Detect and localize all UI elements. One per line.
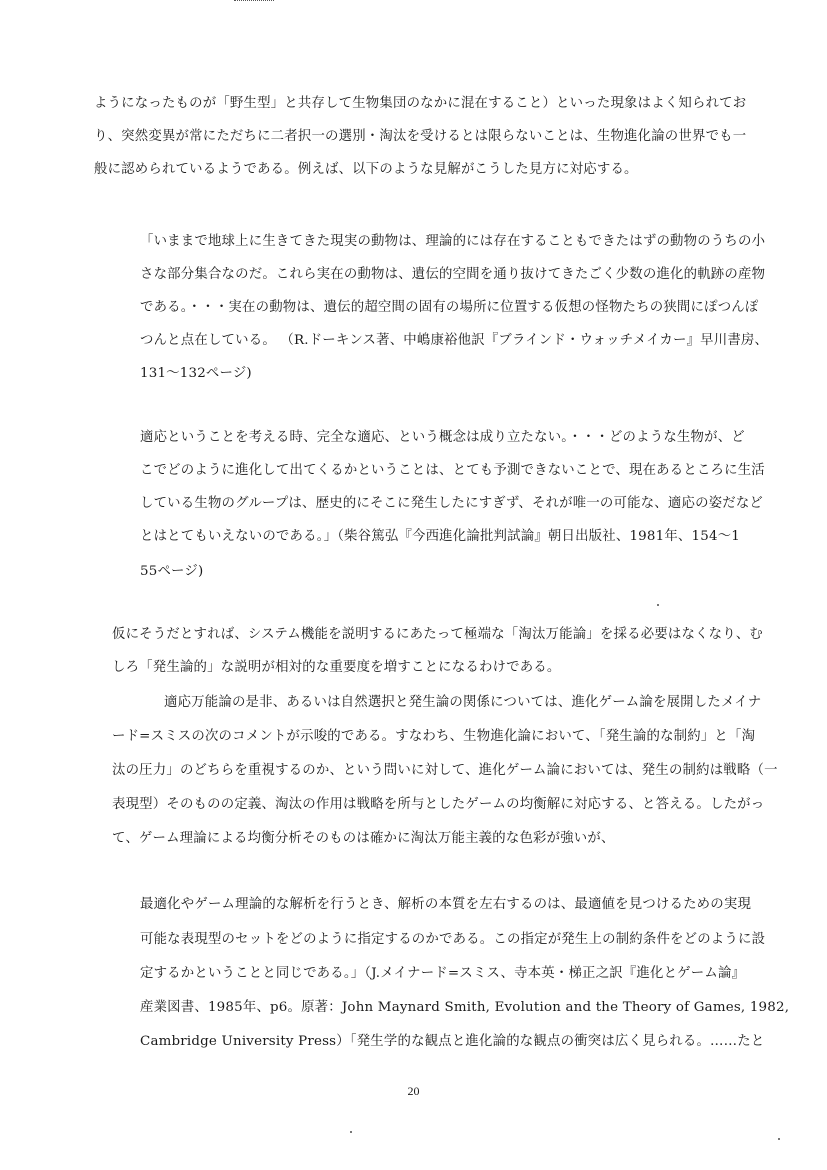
quote-line: 55ページ) bbox=[140, 564, 204, 579]
body-line: 般に認められているようである。例えば、以下のような見解がこうした見方に対応する。 bbox=[94, 162, 638, 177]
quote-line: Cambridge University Press）「発生学的な観点と進化論的な観点の衝突は広く見られる。……たと bbox=[140, 1034, 765, 1049]
body-line: ようになったものが「野生型」と共存して生物集団のなかに混在すること）といった現象はよく知られてお bbox=[94, 96, 747, 111]
quote-line: とはとてもいえないのである。」（柴谷篤弘『今西進化論批判試論』朝日出版社、1981年、154～1 bbox=[140, 529, 740, 544]
quote-line: 定するかということと同じである。」（J.メイナード=スミス、寺本英・梯正之訳『進化とゲーム論』 bbox=[140, 966, 746, 981]
body-line: しろ「発生論的」な説明が相対的な重要度を増すことになるわけである。 bbox=[112, 660, 561, 675]
body-line: り、突然変異が常にただちに二者択一の選別・淘汰を受けるとは限らないことは、生物進化論の世界でも一 bbox=[94, 129, 747, 144]
quote-line: している生物のグループは、歴史的にそこに発生したにすぎず、それが唯一の可能な、適応の姿だなど bbox=[140, 496, 764, 511]
scan-speck bbox=[778, 1138, 780, 1140]
page-number: 20 bbox=[407, 1084, 420, 1098]
quote-line: こでどのように進化して出てくるかということは、とても予測できないことで、現在あるところに生活 bbox=[140, 463, 765, 478]
quote-line: 「いままで地球上に生きてきた現実の動物は、理論的には存在することもできたはずの動物のうちの小 bbox=[140, 234, 766, 249]
quote-line: さな部分集合なのだ。これら実在の動物は、遺伝的空間を通り抜けてきたごく少数の進化的軌跡の産物 bbox=[140, 267, 766, 282]
scan-mark bbox=[234, 0, 274, 7]
quote-line: つんと点在している。 （R.ドーキンス著、中嶋康裕他訳『ブラインド・ウォッチメイカー』早川書房、 bbox=[140, 333, 769, 348]
quote-line: 最適化やゲーム理論的な解析を行うとき、解析の本質を左右するのは、最適値を見つけるための実現 bbox=[140, 897, 752, 912]
body-line: 汰の圧力」のどちらを重視するのか、という問いに対して、進化ゲーム論においては、発生の制約は戦略（一 bbox=[112, 763, 778, 778]
body-line: て、ゲーム理論による均衡分析そのものは確かに淘汰万能主義的な色彩が強いが、 bbox=[112, 831, 615, 846]
quote-line: 適応ということを考える時、完全な適応、という概念は成り立たない。・・・どのような生物が、ど bbox=[140, 430, 745, 445]
body-line: 表現型）そのものの定義、淘汰の作用は戦略を所与としたゲームの均衡解に対応する、と答える。したがっ bbox=[112, 797, 765, 812]
quote-line: である。・・・実在の動物は、遺伝的超空間の固有の場所に位置する仮想の怪物たちの狭間にぽつんぽ bbox=[140, 300, 759, 315]
body-line: 仮にそうだとすれば、システム機能を説明するにあたって極端な「淘汰万能論」を採る必要はなくなり、む bbox=[112, 627, 764, 642]
quote-line: 産業図書、1985年、p6。原著：John Maynard Smith, Evolution and the Theory of Games, 1982, bbox=[140, 1000, 790, 1015]
quote-line: 可能な表現型のセットをどのように指定するのかである。この指定が発生上の制約条件をどのように設 bbox=[140, 932, 766, 947]
scan-speck bbox=[657, 604, 659, 606]
quote-line: 131～132ページ) bbox=[140, 366, 252, 381]
scan-speck bbox=[350, 1131, 352, 1133]
body-line: ード=スミスの次のコメントが示唆的である。すなわち、生物進化論において、「発生論的な制約」と「淘 bbox=[112, 729, 756, 744]
body-line: 適応万能論の是非、あるいは自然選択と発生論の関係については、進化ゲーム論を展開したメイナ bbox=[164, 695, 762, 710]
